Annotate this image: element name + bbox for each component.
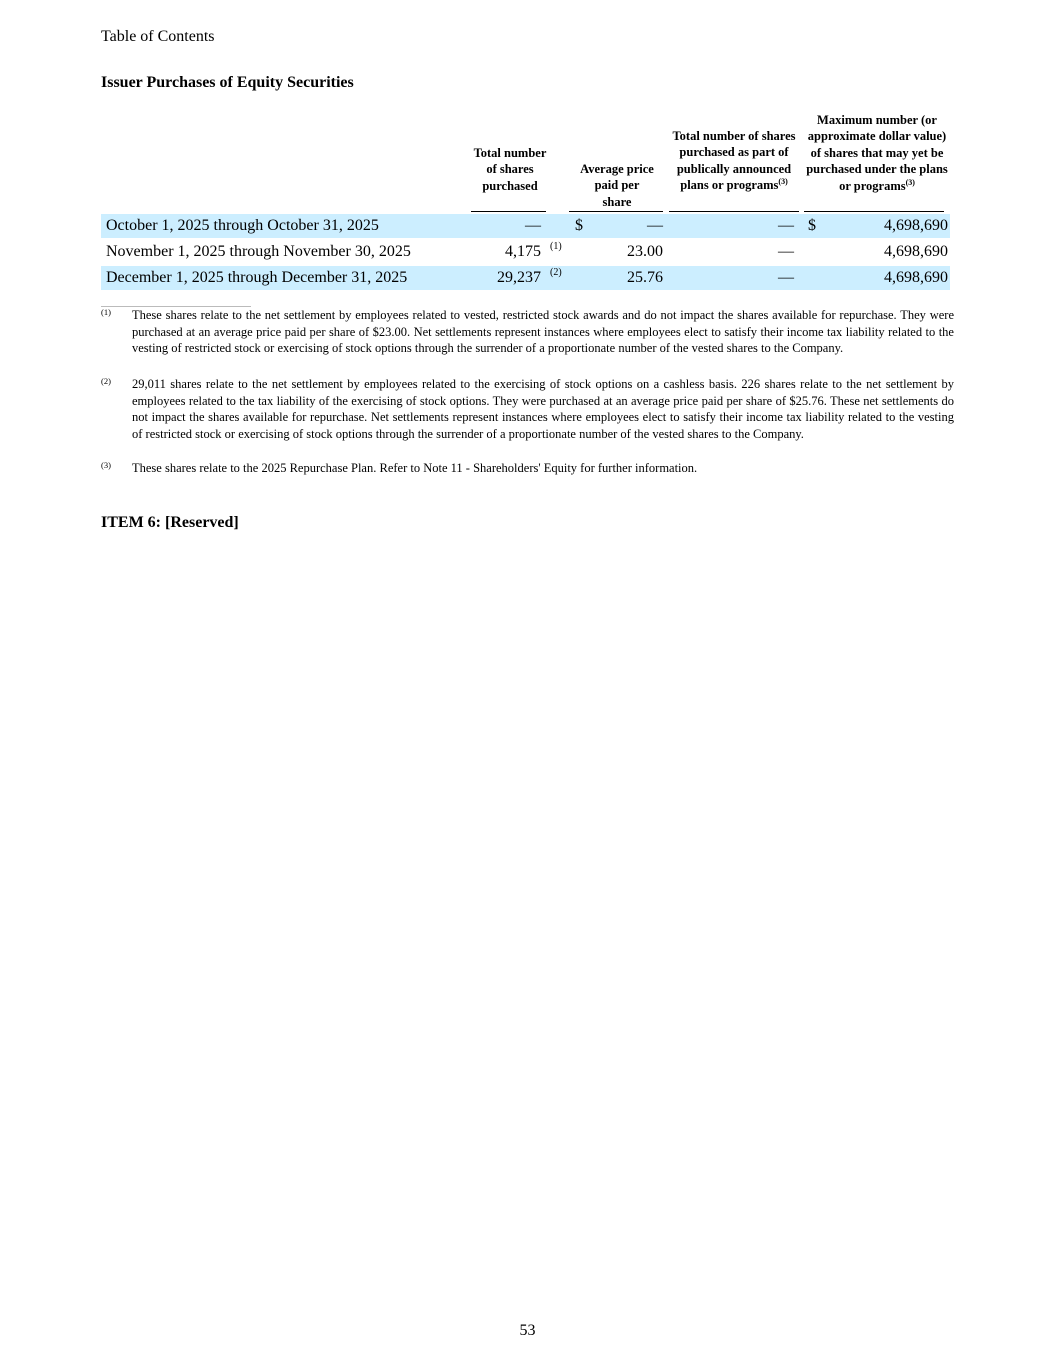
maximum-remaining-value: 4,698,690 (884, 217, 948, 234)
table-row (101, 266, 950, 290)
footnote-number: (2) (101, 376, 111, 386)
average-price-value: 23.00 (627, 243, 663, 260)
column-header-underline (804, 211, 944, 212)
program-shares-value: — (778, 269, 794, 286)
footnote-text: 29,011 shares relate to the net settlement by employees related to the exercising of stock options on a cashless basis. 226 shares relate to the net settlement by employees related to the tax liability of the exercising of stock options. They were purchased at an average price paid per share of $25.76. These net settlements do not impact the shares available for repurchase. Net settlements represent instances where employees elect to satisfy their income tax liability related to the vesting of restricted stock or exercising of stock options through the surrender of a proportionate number of the vested shares to the Company. (132, 377, 954, 441)
footnote-3 (101, 460, 954, 477)
maximum-remaining-value: 4,698,690 (884, 243, 948, 260)
page-number: 53 (519, 1322, 536, 1339)
footnote-1 (101, 307, 954, 357)
column-header-publicly-announced: Total number of shares purchased as part of publically announced plans or programs$^{(3)}$ (672, 129, 796, 193)
average-price-value: 25.76 (627, 269, 663, 286)
period-label: December 1, 2025 through December 31, 2025 (106, 269, 408, 286)
column-header-underline (569, 211, 663, 212)
total-shares-value: 4,175 (505, 243, 541, 260)
column-header-maximum-remaining: Maximum number (or approximate dollar value) of shares that may yet be purchased under the plans or programs$^{(3)}$ (806, 113, 948, 193)
footnote-2 (101, 376, 954, 442)
footnote-reference: (2) (550, 267, 562, 278)
currency-symbol: $ (575, 217, 583, 234)
column-header-total-shares: Total number of shares purchased (473, 146, 547, 193)
column-header-average-price: Average price paid per share (580, 162, 654, 209)
column-header-underline (471, 211, 546, 212)
footnote-number: (3) (101, 460, 111, 470)
period-label: October 1, 2025 through October 31, 2025 (106, 217, 379, 234)
footnote-reference: (1) (550, 241, 562, 252)
maximum-remaining-value: 4,698,690 (884, 269, 948, 286)
total-shares-value: — (525, 217, 541, 234)
average-price-value: — (647, 217, 663, 234)
table-of-contents-link[interactable]: Table of Contents (101, 28, 215, 45)
table-row (101, 214, 950, 238)
period-label: November 1, 2025 through November 30, 2025 (106, 243, 411, 260)
column-header-underline (669, 211, 799, 212)
footnote-text: These shares relate to the net settlement by employees related to vested, restricted stock awards and do not impact the shares available for repurchase. They were purchased at an average price paid per share of $23.00. Net settlements represent instances where employees elect to satisfy their income tax liability related to the vesting of restricted stock or exercising of stock options through the surrender of a proportionate number of the vested shares to the Company. (132, 308, 954, 356)
program-shares-value: — (778, 217, 794, 234)
program-shares-value: — (778, 243, 794, 260)
total-shares-value: 29,237 (497, 269, 541, 286)
footnote-text: These shares relate to the 2025 Repurchase Plan. Refer to Note 11 - Shareholders' Equity for further information. (132, 461, 698, 475)
item-6-heading: ITEM 6: [Reserved] (101, 514, 239, 531)
footnote-number: (1) (101, 307, 111, 317)
section-title: Issuer Purchases of Equity Securities (101, 74, 354, 91)
table-row (101, 240, 950, 264)
currency-symbol: $ (808, 217, 816, 234)
